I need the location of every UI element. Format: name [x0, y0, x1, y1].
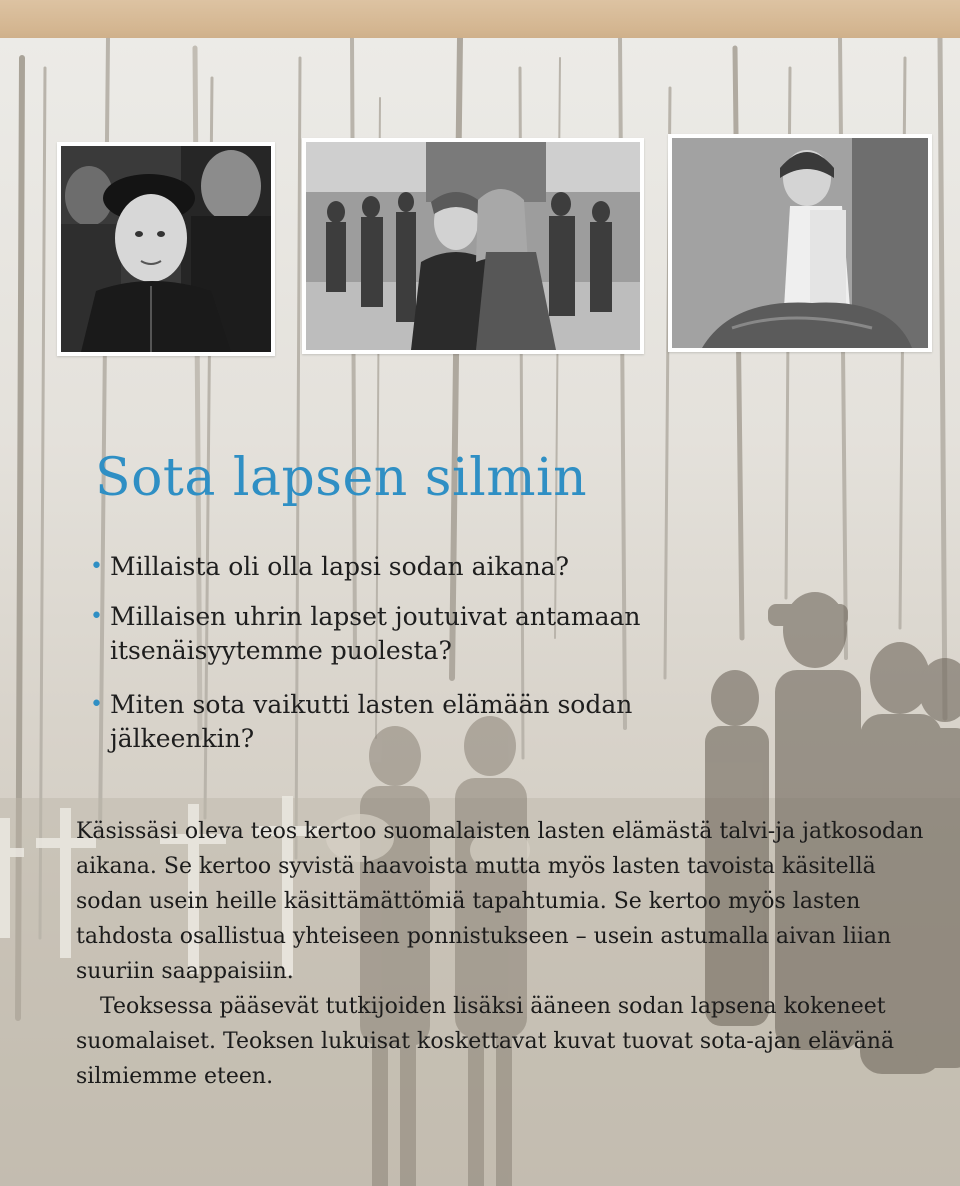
bandaged-child-photo [668, 134, 932, 352]
book-back-cover [0, 38, 960, 1186]
question-item: • Millaista oli olla lapsi sodan aikana? [88, 550, 728, 584]
blurb-text [76, 814, 928, 1094]
question-item: • Millaisen uhrin lapset joutuivat antamaan itsenäisyytemme puolesta? [88, 600, 728, 668]
blurb-paragraph: Teoksessa pääsevät tutkijoiden lisäksi ääneen sodan lapsena kokeneet suomalaiset. Teoksen lukuisat koskettavat kuvat tuovat sota-ajan elävänä silmiemme eteen. [76, 994, 895, 1089]
boy-in-cap-photo [57, 142, 275, 356]
book-title: Sota lapsen silmin [95, 448, 588, 508]
question-item: • Miten sota vaikutti lasten elämään sodan jälkeenkin? [88, 688, 728, 756]
blurb-paragraph: Käsissäsi oleva teos kertoo suomalaisten lasten elämästä talvi-ja jatkosodan aikana. Se kertoo syvistä haavoista mutta myös lasten tavoista käsitellä sodan usein heille käsittämättömiä tapahtumia. Se kertoo myös lasten tahdosta osallistua yhteiseen ponnistukseen – usein astumalla aivan liian suuriin saappaisiin. [76, 819, 924, 984]
mother-with-child-photo [302, 138, 644, 354]
question-list [88, 550, 728, 772]
